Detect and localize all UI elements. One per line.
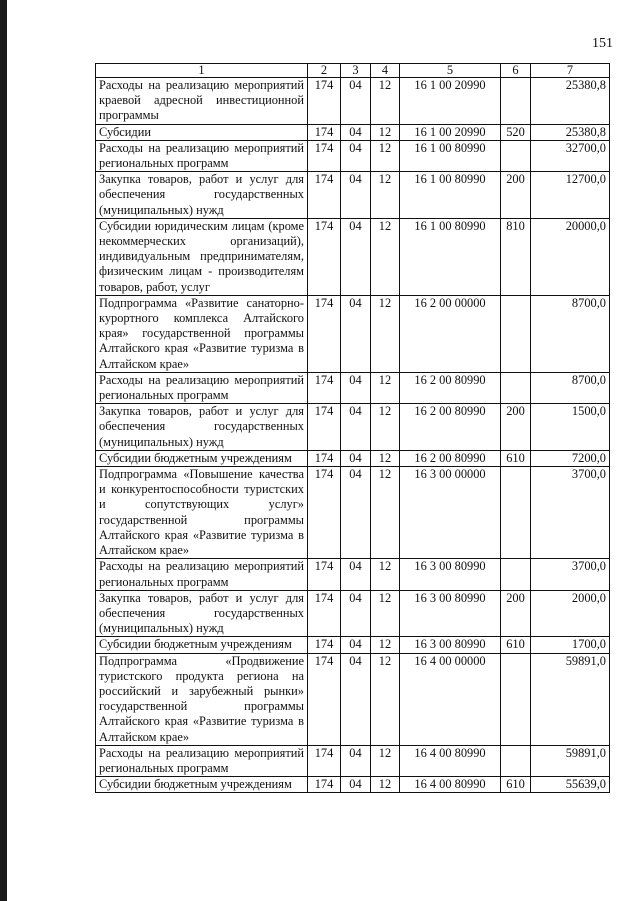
amount-cell: 3700,0 [531,559,610,590]
section-code-cell: 04 [341,590,371,637]
row-name-cell: Подпрограмма «Развитие санаторно-курортного комплекса Алтайского края» государственной программы Алтайского края «Развитие туризма в Алтайском крае» [96,295,308,372]
target-article-cell: 16 2 00 80990 [400,404,501,451]
page-number: 151 [592,36,613,51]
expense-type-cell [501,78,531,125]
expense-type-cell [501,653,531,745]
subsection-code-cell: 12 [371,140,400,171]
subsection-code-cell: 12 [371,172,400,219]
table-row [96,140,610,171]
section-code-cell: 04 [341,404,371,451]
header-col-5: 5 [400,64,501,78]
expense-type-cell: 810 [501,218,531,295]
table-row [96,372,610,403]
subsection-code-cell: 12 [371,404,400,451]
expense-type-cell [501,745,531,776]
header-col-3: 3 [341,64,371,78]
ministry-code-cell: 174 [308,172,341,219]
ministry-code-cell: 174 [308,745,341,776]
amount-cell: 2000,0 [531,590,610,637]
expense-type-cell [501,467,531,559]
row-name-cell: Субсидии бюджетным учреждениям [96,777,308,793]
ministry-code-cell: 174 [308,450,341,466]
scan-edge [0,0,7,901]
subsection-code-cell: 12 [371,450,400,466]
target-article-cell: 16 1 00 20990 [400,124,501,140]
target-article-cell: 16 2 00 00000 [400,295,501,372]
ministry-code-cell: 174 [308,78,341,125]
row-name-cell: Расходы на реализацию мероприятий региональных программ [96,745,308,776]
subsection-code-cell: 12 [371,653,400,745]
expense-type-cell: 200 [501,590,531,637]
table-row [96,78,610,125]
row-name-cell: Расходы на реализацию мероприятий региональных программ [96,140,308,171]
section-code-cell: 04 [341,124,371,140]
target-article-cell: 16 1 00 80990 [400,140,501,171]
table-row [96,637,610,653]
table-row [96,218,610,295]
expense-type-cell: 200 [501,172,531,219]
subsection-code-cell: 12 [371,218,400,295]
expense-type-cell [501,372,531,403]
target-article-cell: 16 1 00 80990 [400,218,501,295]
table-row [96,777,610,793]
amount-cell: 25380,8 [531,124,610,140]
section-code-cell: 04 [341,745,371,776]
table-row [96,590,610,637]
table-row [96,467,610,559]
header-col-4: 4 [371,64,400,78]
amount-cell: 59891,0 [531,653,610,745]
subsection-code-cell: 12 [371,745,400,776]
subsection-code-cell: 12 [371,295,400,372]
header-row [96,64,610,78]
subsection-code-cell: 12 [371,78,400,125]
row-name-cell: Субсидии юридическим лицам (кроме некоммерческих организаций), индивидуальным предпринимателям, физическим лицам - производителям товаров, работ, услуг [96,218,308,295]
row-name-cell: Расходы на реализацию мероприятий краевой адресной инвестиционной программы [96,78,308,125]
subsection-code-cell: 12 [371,637,400,653]
amount-cell: 12700,0 [531,172,610,219]
table-row [96,559,610,590]
target-article-cell: 16 3 00 80990 [400,637,501,653]
amount-cell: 55639,0 [531,777,610,793]
row-name-cell: Расходы на реализацию мероприятий региональных программ [96,559,308,590]
expense-type-cell: 520 [501,124,531,140]
section-code-cell: 04 [341,777,371,793]
amount-cell: 8700,0 [531,295,610,372]
row-name-cell: Закупка товаров, работ и услуг для обеспечения государственных (муниципальных) нужд [96,404,308,451]
ministry-code-cell: 174 [308,372,341,403]
subsection-code-cell: 12 [371,124,400,140]
row-name-cell: Субсидии бюджетным учреждениям [96,450,308,466]
section-code-cell: 04 [341,637,371,653]
expense-type-cell [501,559,531,590]
ministry-code-cell: 174 [308,653,341,745]
amount-cell: 1500,0 [531,404,610,451]
subsection-code-cell: 12 [371,372,400,403]
table-row [96,172,610,219]
section-code-cell: 04 [341,372,371,403]
amount-cell: 25380,8 [531,78,610,125]
section-code-cell: 04 [341,467,371,559]
ministry-code-cell: 174 [308,777,341,793]
section-code-cell: 04 [341,218,371,295]
target-article-cell: 16 2 00 80990 [400,450,501,466]
expense-type-cell: 610 [501,450,531,466]
expense-type-cell [501,295,531,372]
target-article-cell: 16 2 00 80990 [400,372,501,403]
ministry-code-cell: 174 [308,467,341,559]
subsection-code-cell: 12 [371,777,400,793]
table-row [96,653,610,745]
target-article-cell: 16 1 00 20990 [400,78,501,125]
amount-cell: 8700,0 [531,372,610,403]
row-name-cell: Закупка товаров, работ и услуг для обеспечения государственных (муниципальных) нужд [96,172,308,219]
expense-type-cell: 610 [501,637,531,653]
expense-type-cell: 610 [501,777,531,793]
header-col-1: 1 [96,64,308,78]
target-article-cell: 16 1 00 80990 [400,172,501,219]
section-code-cell: 04 [341,140,371,171]
table-row [96,745,610,776]
amount-cell: 3700,0 [531,467,610,559]
amount-cell: 32700,0 [531,140,610,171]
expense-type-cell [501,140,531,171]
ministry-code-cell: 174 [308,295,341,372]
ministry-code-cell: 174 [308,404,341,451]
ministry-code-cell: 174 [308,590,341,637]
budget-table [95,63,610,793]
row-name-cell: Расходы на реализацию мероприятий региональных программ [96,372,308,403]
row-name-cell: Субсидии [96,124,308,140]
table-row [96,404,610,451]
ministry-code-cell: 174 [308,124,341,140]
amount-cell: 1700,0 [531,637,610,653]
ministry-code-cell: 174 [308,559,341,590]
subsection-code-cell: 12 [371,559,400,590]
target-article-cell: 16 3 00 00000 [400,467,501,559]
target-article-cell: 16 3 00 80990 [400,590,501,637]
row-name-cell: Закупка товаров, работ и услуг для обеспечения государственных (муниципальных) нужд [96,590,308,637]
ministry-code-cell: 174 [308,637,341,653]
amount-cell: 20000,0 [531,218,610,295]
header-col-6: 6 [501,64,531,78]
section-code-cell: 04 [341,78,371,125]
ministry-code-cell: 174 [308,140,341,171]
target-article-cell: 16 4 00 80990 [400,745,501,776]
table-row [96,124,610,140]
section-code-cell: 04 [341,559,371,590]
section-code-cell: 04 [341,653,371,745]
section-code-cell: 04 [341,295,371,372]
table-row [96,450,610,466]
section-code-cell: 04 [341,172,371,219]
amount-cell: 7200,0 [531,450,610,466]
subsection-code-cell: 12 [371,590,400,637]
header-col-2: 2 [308,64,341,78]
section-code-cell: 04 [341,450,371,466]
target-article-cell: 16 4 00 00000 [400,653,501,745]
target-article-cell: 16 4 00 80990 [400,777,501,793]
table-row [96,295,610,372]
row-name-cell: Подпрограмма «Продвижение туристского продукта региона на российский и зарубежный рынки» государственной программы Алтайского края «Развитие туризма в Алтайском крае» [96,653,308,745]
expense-type-cell: 200 [501,404,531,451]
subsection-code-cell: 12 [371,467,400,559]
row-name-cell: Подпрограмма «Повышение качества и конкурентоспособности туристских и сопутствующих услуг» государственной программы Алтайского края «Развитие туризма в Алтайском крае» [96,467,308,559]
ministry-code-cell: 174 [308,218,341,295]
header-col-7: 7 [531,64,610,78]
amount-cell: 59891,0 [531,745,610,776]
row-name-cell: Субсидии бюджетным учреждениям [96,637,308,653]
target-article-cell: 16 3 00 80990 [400,559,501,590]
